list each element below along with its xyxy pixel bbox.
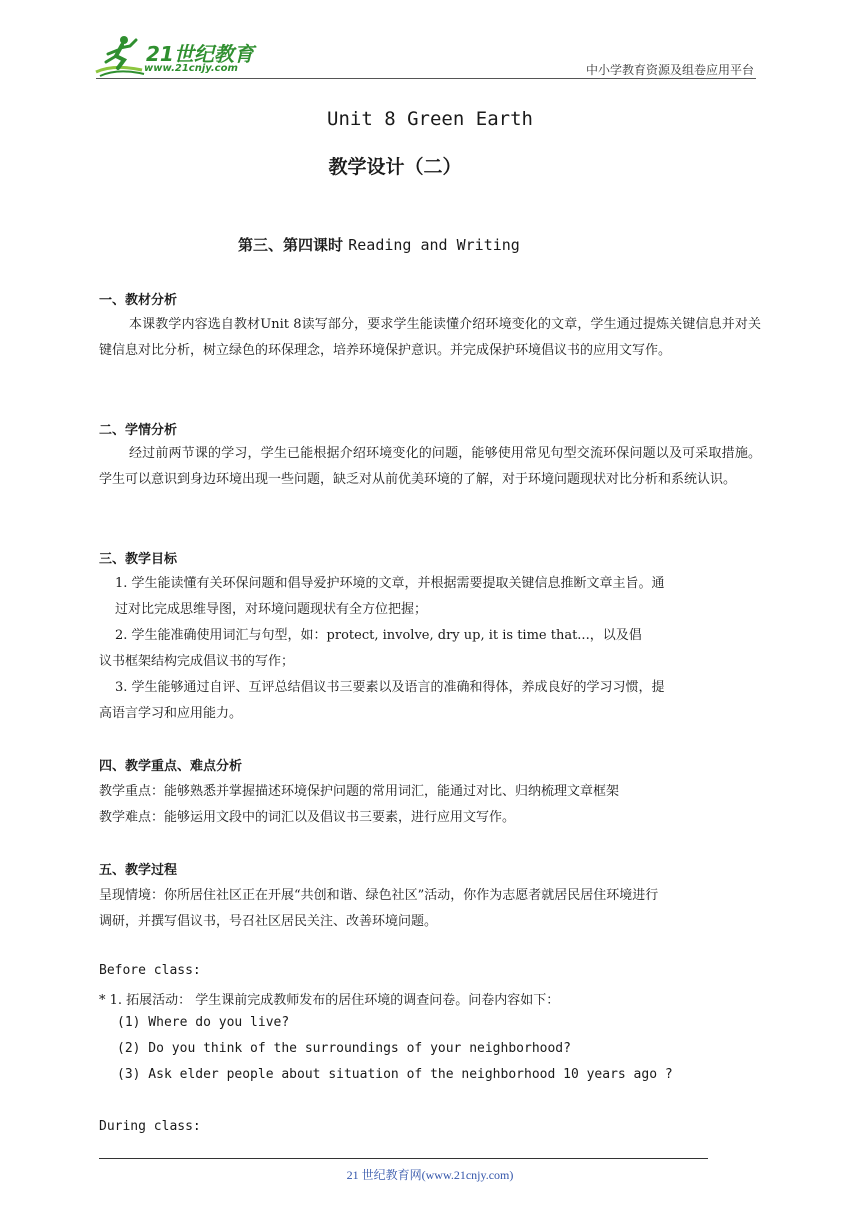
lesson-title — [238, 234, 520, 255]
lesson-title-en: Reading and Writing — [348, 236, 520, 254]
section-heading-students: 二、学情分析 — [99, 423, 178, 438]
before-class-label: Before class: — [99, 963, 201, 978]
lesson-title-cn: 第三、第四课时 — [238, 236, 349, 254]
design-title: 教学设计（二） — [328, 156, 462, 178]
question-1: (1) Where do you live? — [117, 1015, 290, 1030]
objective-2-line2: 议书框架结构完成倡议书的写作； — [99, 654, 295, 669]
scenario-line1: 呈现情境：你所居住社区正在开展“共创和谐、绿色社区”活动，你作为志愿者就居民居住环境进行 — [99, 888, 659, 903]
section-heading-process: 五、教学过程 — [99, 863, 178, 878]
objective-1-line2: 过对比完成思维导图，对环境问题现状有全方位把握； — [115, 602, 428, 617]
section-heading-materials: 一、教材分析 — [99, 293, 178, 308]
footer-divider — [99, 1158, 708, 1159]
question-2: (2) Do you think of the surroundings of your neighborhood? — [117, 1041, 571, 1056]
section-heading-objectives: 三、教学目标 — [99, 552, 178, 567]
page-header — [0, 0, 860, 80]
during-class-label: During class: — [99, 1119, 201, 1134]
objective-3-line1: 3. 学生能够通过自评、互评总结倡议书三要素以及语言的准确和得体，养成良好的学习习惯，提 — [115, 680, 665, 695]
header-platform-text: 中小学教育资源及组卷应用平台 — [585, 63, 754, 77]
section-body-students: 经过前两节课的学习，学生已能根据介绍环境变化的问题，能够使用常见句型交流环保问题以及可采取措施。学生可以意识到身边环境出现一些问题，缺乏对从前优美环境的了解，对于环境问题现状对比分析和系统认识。 — [99, 446, 761, 487]
objective-1-line1: 1. 学生能读懂有关环保问题和倡导爱护环境的文章，并根据需要提取关键信息推断文章主旨。通 — [115, 576, 665, 591]
difficult-point-text: 教学难点：能够运用文段中的词汇以及倡议书三要素，进行应用文写作。 — [99, 810, 516, 825]
activity-line: * 1. 拓展活动： 学生课前完成教师发布的居住环境的调查问卷。问卷内容如下： — [99, 993, 560, 1008]
section-heading-key-points: 四、教学重点、难点分析 — [99, 759, 243, 774]
key-point-text: 教学重点：能够熟悉并掌握描述环境保护问题的常用词汇，能通过对比、归纳梳理文章框架 — [99, 784, 620, 799]
header-divider — [96, 78, 756, 79]
objective-2-line1: 2. 学生能准确使用词汇与句型，如：protect, involve, dry up, it is time that...，以及倡 — [115, 628, 642, 643]
runner-logo-icon — [94, 34, 148, 78]
site-logo — [94, 34, 264, 78]
unit-title: Unit 8 Green Earth — [327, 108, 533, 130]
question-3: (3) Ask elder people about situation of the neighborhood 10 years ago ? — [117, 1067, 673, 1082]
section-body-materials: 本课教学内容选自教材Unit 8读写部分，要求学生能读懂介绍环境变化的文章，学生通过提炼关键信息并对关键信息对比分析，树立绿色的环保理念，培养环境保护意识。并完成保护环境倡议书的应用文写作。 — [99, 317, 761, 358]
logo-main-text: 21世纪教育 — [146, 42, 254, 66]
scenario-line2: 调研，并撰写倡议书，号召社区居民关注、改善环境问题。 — [99, 914, 438, 929]
objective-3-line2: 高语言学习和应用能力。 — [99, 706, 243, 721]
logo-sub-text: www.21cnjy.com — [144, 63, 238, 74]
footer-text: 21 世纪教育网(www.21cnjy.com) — [346, 1168, 514, 1182]
